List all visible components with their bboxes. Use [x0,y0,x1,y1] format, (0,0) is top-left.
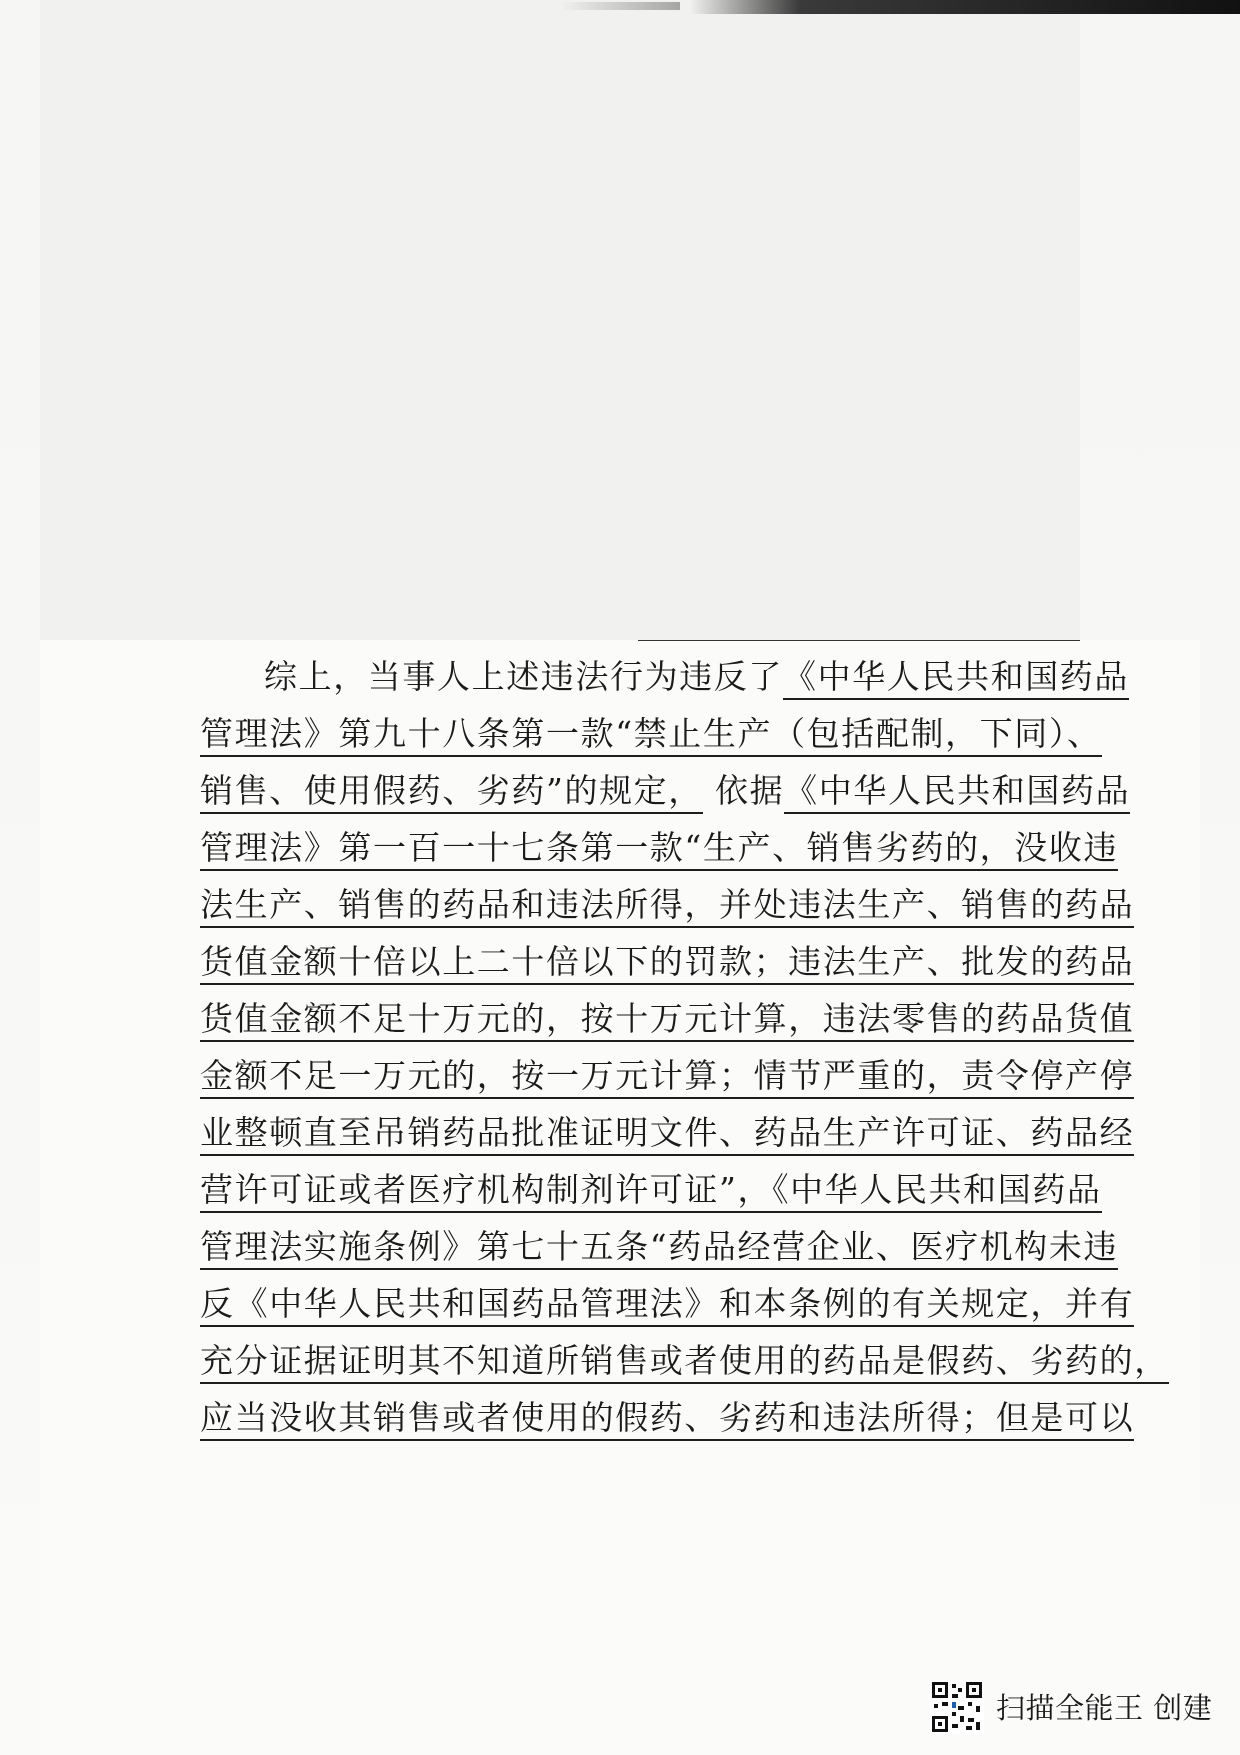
text-underlined: 法生产、销售的药品和违法所得，并处违法生产、销售的药品 [200,885,1134,928]
text-underlined: 货值金额十倍以上二十倍以下的罚款；违法生产、批发的药品 [200,942,1134,985]
text-plain: 综上，当事人上述违法行为违反了 [264,657,783,696]
scan-edge [690,0,1240,14]
scan-edge-shadow [560,2,680,10]
text-underlined: 管理法》第一百一十七条第一款“生产、销售劣药的，没收违 [200,828,1118,871]
text-underlined: 金额不足一万元的，按一万元计算；情节严重的，责令停产停 [200,1056,1134,1099]
scanner-watermark [930,1680,1213,1730]
body-paragraph [200,648,1169,1446]
text-line [200,990,1135,1047]
text-line [200,1332,1169,1389]
text-line [200,819,1119,876]
text-underlined: 充分证据证明其不知道所销售或者使用的药品是假药、劣药的， [200,1341,1169,1384]
text-line [200,1218,1119,1275]
text-underlined: 管理法》第九十八条第一款“禁止生产（包括配制，下同）、 [200,714,1102,757]
watermark-text: 扫描全能王 创建 [996,1691,1213,1725]
qr-code-icon [930,1680,984,1734]
text-line [200,1161,1102,1218]
text-line [200,876,1135,933]
text-line [200,1104,1135,1161]
text-line [200,1389,1135,1446]
text-underlined: 营许可证或者医疗机构制剂许可证”，《中华人民共和国药品 [200,1170,1102,1213]
text-line [200,1275,1135,1332]
blank-upper-area [40,0,1080,645]
text-underlined: 业整顿直至吊销药品批准证明文件、药品生产许可证、药品经 [200,1113,1134,1156]
text-line [200,762,1131,819]
text-underlined: 销售、使用假药、劣药”的规定， [200,771,703,814]
text-plain: 依据 [702,771,785,810]
text-underlined: 《中华人民共和国药品 [783,657,1129,700]
top-rule [638,640,1080,641]
text-underlined: 应当没收其销售或者使用的假药、劣药和违法所得；但是可以 [200,1398,1134,1441]
text-underlined: 货值金额不足十万元的，按十万元计算，违法零售的药品货值 [200,999,1134,1042]
text-line [200,1047,1135,1104]
text-underlined: 管理法实施条例》第七十五条“药品经营企业、医疗机构未违 [200,1227,1118,1270]
text-underlined: 《中华人民共和国药品 [784,771,1130,814]
text-line [200,933,1135,990]
text-line [200,648,1129,705]
text-underlined: 反《中华人民共和国药品管理法》和本条例的有关规定，并有 [200,1284,1134,1327]
text-line [200,705,1102,762]
